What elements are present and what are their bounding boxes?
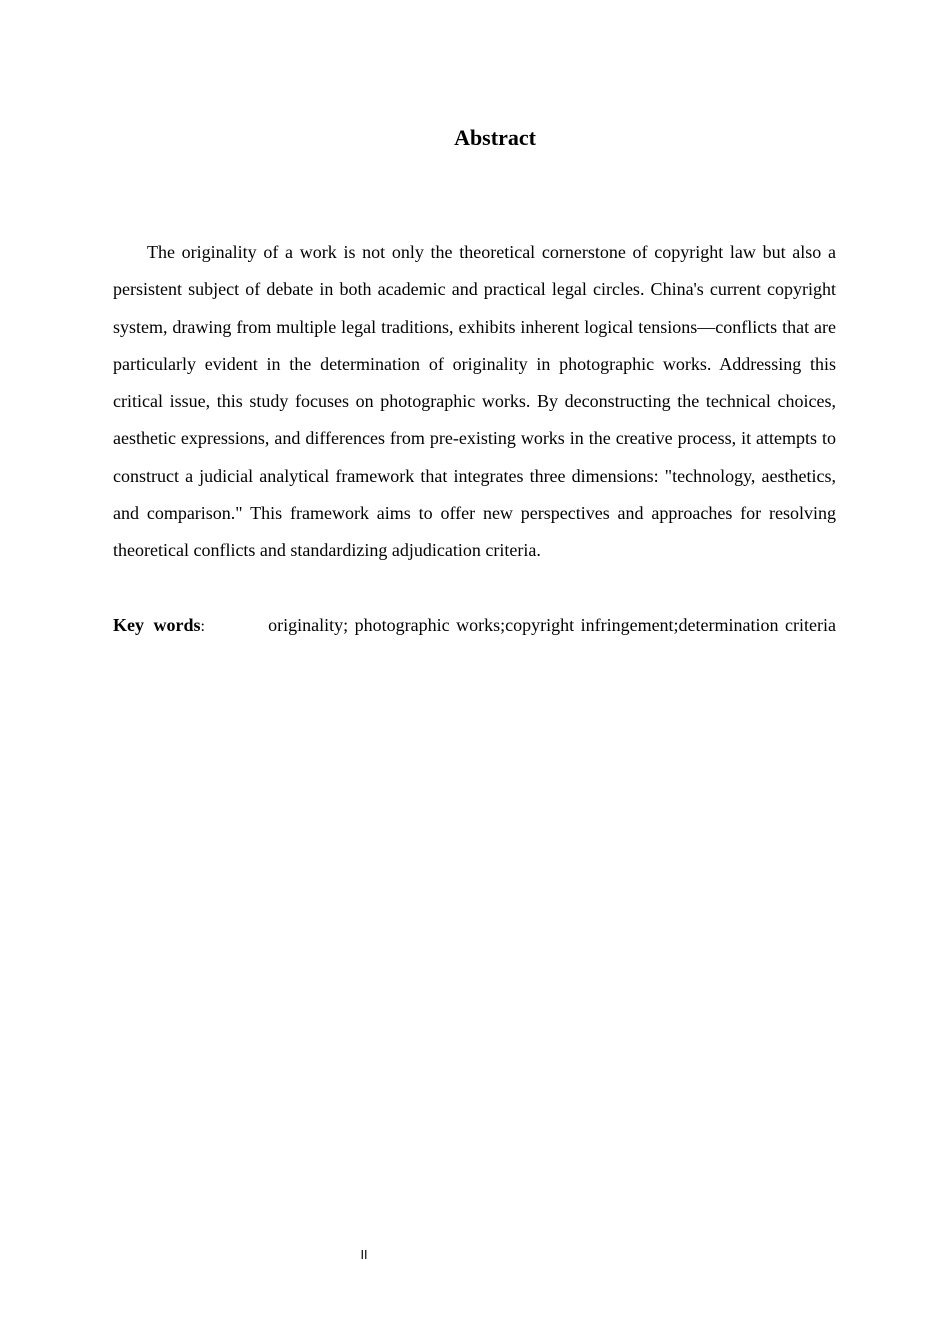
keywords-label: Key words (113, 615, 201, 635)
page-number: II (360, 1248, 368, 1262)
keywords-values: originality; photographic works;copyright infringement;determination criteria (268, 615, 836, 635)
keywords-heading (113, 607, 205, 645)
abstract-paragraph: The originality of a work is not only the theoretical cornerstone of copyright law but also a persistent subject of debate in both academic and practical legal circles. China's current copyright system, drawing from multiple legal traditions, exhibits inherent logical tensions—conflicts that are particularly evident in the determination of originality in photographic works. Addressing this critical issue, this study focuses on photographic works. By deconstructing the technical choices, aesthetic expressions, and differences from pre-existing works in the creative process, it attempts to construct a judicial analytical framework that integrates three dimensions: "technology, aesthetics, and comparison." This framework aims to offer new perspectives and approaches for resolving theoretical conflicts and standardizing adjudication criteria. (113, 242, 836, 561)
keywords-line (113, 607, 836, 645)
keywords-colon: : (200, 618, 205, 635)
abstract-title: Abstract (454, 125, 536, 150)
